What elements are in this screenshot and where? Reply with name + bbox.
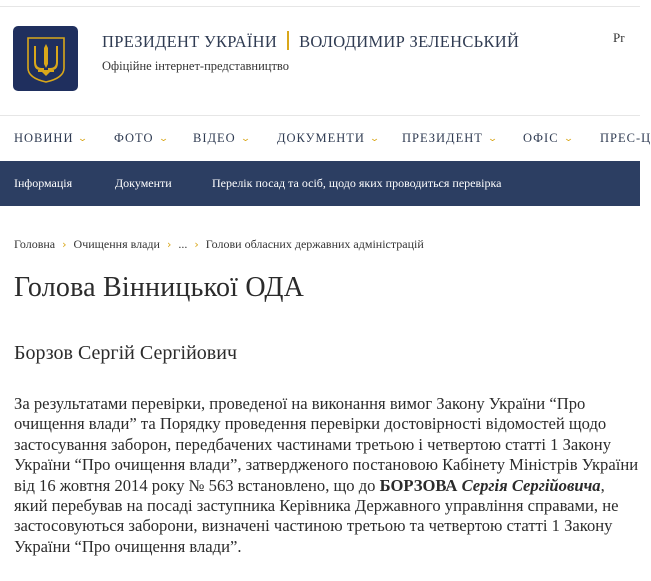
- nav-label: ОФІС: [523, 131, 559, 145]
- text-line: України “Про очищення влади”.: [14, 536, 242, 556]
- text-line: очищення влади” та Порядку проведення перевірки достовірності відомостей щодо: [14, 414, 607, 434]
- nav-label: ДОКУМЕНТИ: [277, 131, 365, 145]
- text-fragment: ,: [600, 475, 605, 495]
- text-line: [14, 476, 614, 496]
- given-name-italic: Сергія Сергійовича: [461, 475, 601, 495]
- breadcrumb-current[interactable]: Голови обласних державних адміністрацій: [205, 237, 424, 251]
- language-switch[interactable]: Pr: [613, 30, 625, 45]
- nav-item-documents[interactable]: [277, 131, 382, 146]
- chevron-down-icon: ⌄: [157, 133, 170, 144]
- nav-label: НОВИНИ: [14, 131, 74, 145]
- site-title[interactable]: [102, 31, 519, 52]
- nav-label: ВІДЕО: [193, 131, 236, 145]
- nav-label: ПРЕЗИДЕНТ: [402, 131, 483, 145]
- surname-bold: БОРЗОВА: [379, 475, 458, 495]
- verification-text: [14, 394, 639, 557]
- chevron-right-icon: ›: [62, 238, 67, 251]
- breadcrumb-home[interactable]: Головна: [14, 237, 56, 251]
- nav-item-president[interactable]: [402, 131, 500, 146]
- nav-item-press[interactable]: [600, 131, 651, 146]
- title-president: ПРЕЗИДЕНТ УКРАЇНИ: [102, 32, 278, 51]
- page-title: Голова Вінницької ОДА: [14, 272, 305, 303]
- text-line: України “Про очищення влади”, затвердженого постановою Кабінету Міністрів України: [14, 455, 639, 475]
- nav-label: ПРЕС-Ц: [600, 131, 651, 145]
- person-name: Борзов Сергій Сергійович: [14, 342, 238, 364]
- given-name-bold-italic: [462, 476, 601, 495]
- title-separator: [287, 31, 289, 50]
- main-nav: [0, 115, 651, 161]
- nav-item-office[interactable]: [523, 131, 573, 146]
- chevron-right-icon: ›: [194, 238, 199, 251]
- nav-item-news[interactable]: [14, 131, 88, 146]
- subnav-information[interactable]: Інформація: [14, 176, 73, 190]
- text-line: застосування заборон, передбачених частинами третьою і четвертою статті 1 Закону: [14, 434, 611, 454]
- chevron-down-icon: ⌄: [487, 133, 500, 144]
- breadcrumb-ellipsis[interactable]: ...: [178, 237, 188, 251]
- text-fragment: від 16 жовтня 2014 року № 563 встановлено, що до: [14, 475, 380, 495]
- nav-item-video[interactable]: [193, 131, 250, 146]
- chevron-right-icon: ›: [166, 238, 172, 251]
- subnav-documents[interactable]: Документи: [115, 176, 172, 190]
- trident-emblem-icon[interactable]: [13, 26, 78, 91]
- chevron-down-icon: ⌄: [369, 133, 382, 144]
- chevron-down-icon: ⌄: [239, 133, 252, 144]
- text-line: який перебував на посаді заступника Керівника Державного управління справами, не: [14, 496, 619, 516]
- chevron-down-icon: ⌄: [562, 133, 575, 144]
- trident-icon: [24, 34, 68, 84]
- chevron-down-icon: ⌄: [77, 133, 90, 144]
- subnav-positions-list[interactable]: Перелік посад та осіб, щодо яких проводиться перевірка: [212, 176, 502, 190]
- text-line: застосовуються заборони, визначені частиною третьою та четвертою статті 1 Закону: [14, 516, 613, 536]
- section-sub-nav: [0, 161, 640, 206]
- text-line: За результатами перевірки, проведеної на виконання вимог Закону України “Про: [14, 394, 586, 413]
- site-header: [0, 0, 640, 115]
- title-name: ВОЛОДИМИР ЗЕЛЕНСЬКИЙ: [299, 32, 520, 51]
- breadcrumb: [14, 237, 424, 252]
- nav-item-photo[interactable]: [114, 131, 168, 146]
- breadcrumb-section[interactable]: Очищення влади: [73, 237, 160, 251]
- top-divider: [0, 6, 640, 7]
- nav-label: ФОТО: [114, 131, 154, 145]
- site-subtitle: Офіційне інтернет-представництво: [102, 59, 289, 73]
